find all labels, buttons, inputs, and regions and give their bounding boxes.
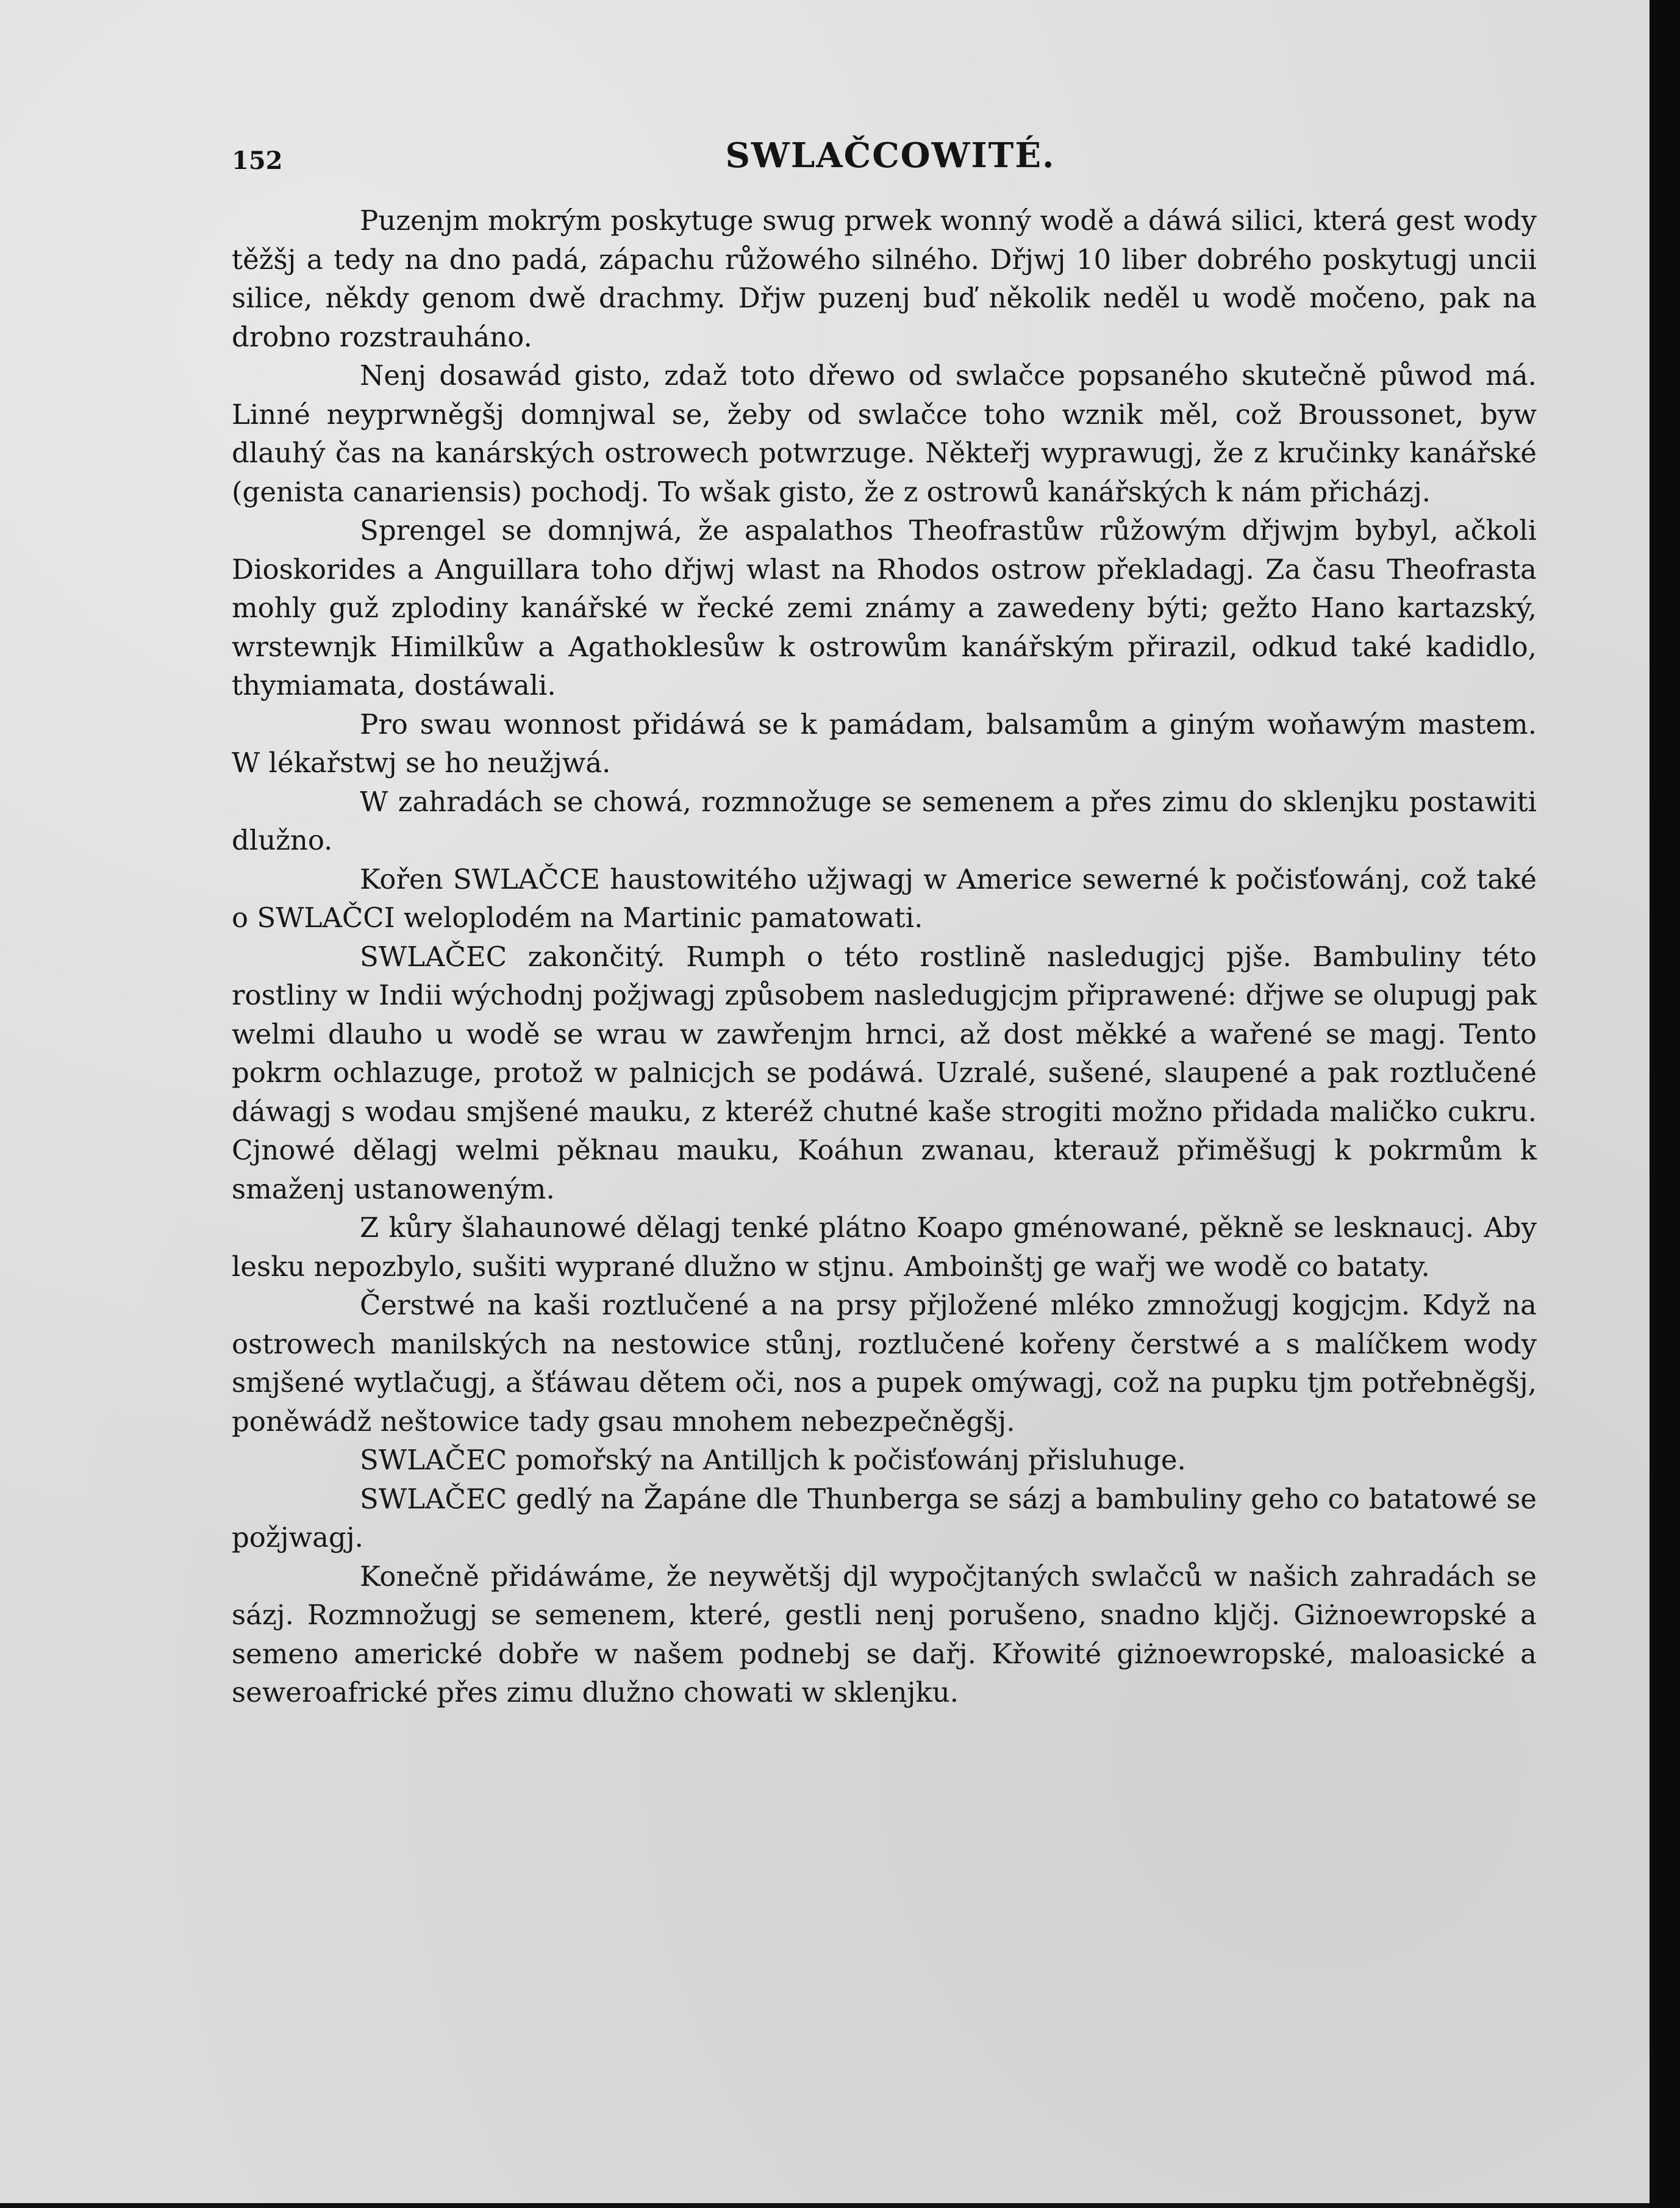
page-header [232, 135, 1549, 184]
paragraph-1: Puzenjm mokrým poskytuge swug prwek wonný wodě a dáwá silici, která gest wody těžšj a tedy na dno padá, zápachu růžowého silného. Dřjwj 10 liber dobrého poskytugj uncii silice, někdy genom dwě drachmy. Dřjw puzenj buď několik neděl u wodě močeno, pak na drobno rozstrauháno. [232, 204, 1537, 353]
body-text [232, 201, 1537, 1712]
running-title: SWLAČCOWITÉ. [725, 135, 1056, 176]
paragraph-8: Z kůry šlahaunowé dělagj tenké plátno Koapo gménowané, pěkně se lesknaucj. Aby lesku nepozbylo, sušiti wyprané dlužno w stjnu. Amboinštj ge wařj we wodě co bataty. [232, 1211, 1537, 1283]
page-number: 152 [232, 146, 283, 175]
paragraph-9: Čerstwé na kaši roztlučené a na prsy přjložené mléko zmnožugj kogjcjm. Když na ostrowech manilských na nestowice stůnj, roztlučené kořeny čerstwé a s malíčkem wody smjšené wytlačugj, a šťáwau dětem oči, nos a pupek omýwagj, což na pupku tjm potřebněgšj, poněwádž neštowice tady gsau mnohem nebezpečněgšj. [232, 1289, 1537, 1438]
paragraph-7: SWLAČEC zakončitý. Rumph o této rostlině nasledugjcj pjše. Bambuliny této rostliny w Indii wýchodnj požjwagj způsobem nasledugjcjm připrawené: dřjwe se olupugj pak welmi dlauho u wodě se wrau w zawřenjm hrnci, až dost měkké a wařené se magj. Tento pokrm ochlazuge, protož w palnicjch se podáwá. Uzralé, sušené, slaupené a pak roztlučené dáwagj s wodau smjšené mauku, z kteréž chutné kaše strogiti možno přidada maličko cukru. Cjnowé dělagj welmi pěknau mauku, Koáhun zwanau, kterauž přiměšugj k pokrmům k smaženj ustanoweným. [232, 940, 1537, 1205]
paragraph-12: Konečně přidáwáme, že neywětšj djl wypočjtaných swlačců w našich zahradách se sázj. Rozmnožugj se semenem, které, gestli nenj porušeno, snadno kljčj. Giżnoewropské a semeno americké dobře w našem podnebj se dařj. Křowité giżnoewropské, maloasické a seweroafrické přes zimu dlužno chowati w sklenjku. [232, 1560, 1537, 1708]
paragraph-11: SWLAČEC gedlý na Žapáne dle Thunberga se sázj a bambuliny geho co batatowé se požjwagj. [232, 1482, 1537, 1554]
paragraph-5: W zahradách se chowá, rozmnožuge se semenem a přes zimu do sklenjku postawiti dlužno. [232, 785, 1537, 856]
paragraph-2: Nenj dosawád gisto, zdaž toto dřewo od swlačce popsaného skutečně půwod má. Linné neyprwněgšj domnjwal se, žeby od swlačce toho wznik měl, což Broussonet, byw dlauhý čas na kanárských ostrowech potwrzuge. Někteřj wyprawugj, že z kručinky kanářské (genista canariensis) pochodj. To wšak gisto, že z ostrowů kanářských k nám přicházj. [232, 359, 1537, 508]
paragraph-4: Pro swau wonnost přidáwá se k pamádam, balsamům a giným woňawým mastem. W lékařstwj se ho neužjwá. [232, 708, 1537, 779]
scan-edge [1650, 0, 1680, 2208]
paragraph-6: Kořen SWLAČCE haustowitého užjwagj w Americe sewerné k počisťowánj, což také o SWLAČCI weloplodém na Martinic pamatowati. [232, 862, 1537, 934]
paragraph-3: Sprengel se domnjwá, že aspalathos Theofrastůw růžowým dřjwjm bybyl, ačkoli Dioskorides a Anguillara toho dřjwj wlast na Rhodos ostrow překladagj. Za času Theofrasta mohly guž zplodiny kanářské w řecké zemi známy a zawedeny býti; gežto Hano kartazský, wrstewnjk Himilkůw a Agathoklesůw k ostrowům kanářským přirazil, odkud také kadidlo, thymiamata, dostáwali. [232, 514, 1537, 701]
paragraph-10: SWLAČEC pomořský na Antilljch k počisťowánj přisluhuge. [360, 1444, 1186, 1476]
